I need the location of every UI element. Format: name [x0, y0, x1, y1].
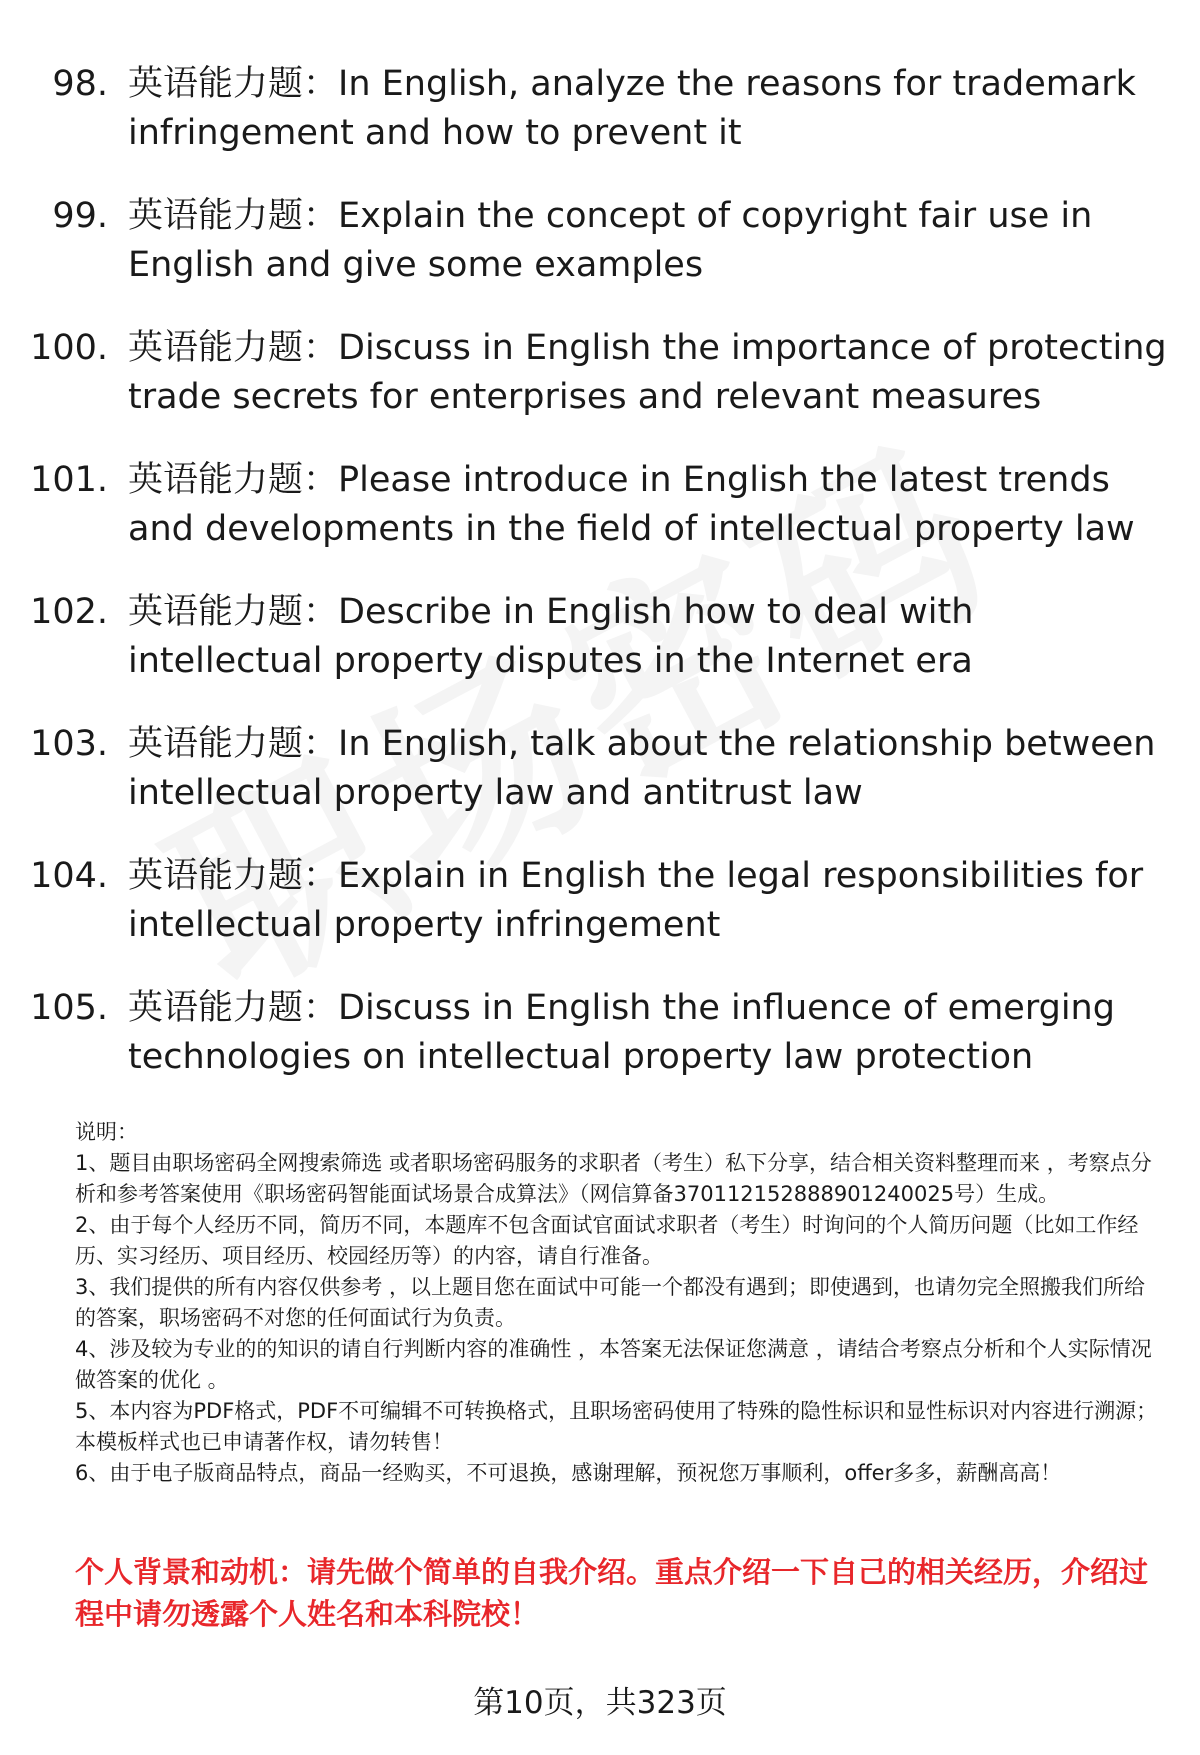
question-number: 105. [30, 988, 108, 1028]
question-prefix: 英语能力题： [128, 460, 339, 500]
question-prefix: 英语能力题： [128, 328, 339, 368]
question-item [0, 984, 1200, 1116]
question-prefix: 英语能力题： [128, 196, 339, 236]
question-prefix: 英语能力题： [128, 64, 339, 104]
question-text: Explain the concept of copyright fair use in English and give some examples [128, 196, 1093, 285]
question-item [0, 456, 1200, 588]
question-number: 100. [30, 328, 108, 368]
question-item [0, 324, 1200, 456]
question-prefix: 英语能力题： [128, 592, 339, 632]
question-item [0, 192, 1200, 324]
question-body [128, 60, 1173, 158]
question-body [128, 852, 1173, 950]
question-list [0, 60, 1200, 1116]
question-item [0, 588, 1200, 720]
question-body [128, 192, 1173, 290]
notes-title: 说明： [75, 1120, 138, 1144]
note-item: 1、题目由职场密码全网搜索筛选 或者职场密码服务的求职者（考生）私下分享，结合相关资料整理而来 ，考察点分析和参考答案使用《职场密码智能面试场景合成算法》（网信算备370112152888901240025号）生成。 [75, 1151, 1152, 1206]
note-item: 2、由于每个人经历不同，简历不同，本题库不包含面试官面试求职者（考生）时询问的个人简历问题（比如工作经历、实习经历、项目经历、校园经历等）的内容，请自行准备。 [75, 1213, 1139, 1268]
question-item [0, 720, 1200, 852]
question-text: Explain in English the legal responsibilities for intellectual property infringement [128, 856, 1144, 945]
question-body [128, 984, 1173, 1082]
question-prefix: 英语能力题： [128, 856, 339, 896]
question-number: 99. [52, 196, 108, 236]
question-body [128, 324, 1173, 422]
question-number: 101. [30, 460, 108, 500]
question-item [0, 852, 1200, 984]
question-prefix: 英语能力题： [128, 988, 339, 1028]
note-item: 5、本内容为PDF格式，PDF不可编辑不可转换格式，且职场密码使用了特殊的隐性标识和显性标识对内容进行溯源；本模板样式也已申请著作权，请勿转售！ [75, 1399, 1158, 1454]
question-number: 102. [30, 592, 108, 632]
question-text: In English, talk about the relationship between intellectual property law and antitrust law [128, 724, 1156, 813]
notes-section [75, 1117, 1160, 1489]
page-number: 第10页，共323页 [473, 1685, 727, 1721]
question-text: In English, analyze the reasons for trademark infringement and how to prevent it [128, 64, 1136, 153]
note-item: 3、我们提供的所有内容仅供参考 ，以上题目您在面试中可能一个都没有遇到；即使遇到，也请勿完全照搬我们所给的答案，职场密码不对您的任何面试行为负责。 [75, 1275, 1146, 1330]
question-text: Please introduce in English the latest trends and developments in the field of intellectual property law [128, 460, 1135, 549]
question-number: 103. [30, 724, 108, 764]
question-text: Describe in English how to deal with intellectual property disputes in the Internet era [128, 592, 974, 681]
question-text: Discuss in English the importance of protecting trade secrets for enterprises and relevant measures [128, 328, 1167, 417]
note-item: 6、由于电子版商品特点，商品一经购买，不可退换，感谢理解，预祝您万事顺利，offer多多，薪酬高高！ [75, 1461, 1062, 1485]
question-number: 98. [52, 64, 108, 104]
question-body [128, 588, 1173, 686]
question-prefix: 英语能力题： [128, 724, 339, 764]
question-number: 104. [30, 856, 108, 896]
question-text: Discuss in English the influence of emerging technologies on intellectual property law protection [128, 988, 1115, 1077]
question-body [128, 720, 1173, 818]
interview-prompt: 个人背景和动机：请先做个简单的自我介绍。重点介绍一下自己的相关经历，介绍过程中请勿透露个人姓名和本科院校！ [75, 1555, 1149, 1631]
question-item [0, 60, 1200, 192]
note-item: 4、涉及较为专业的的知识的请自行判断内容的准确性 ，本答案无法保证您满意 ，请结合考察点分析和个人实际情况做答案的优化 。 [75, 1337, 1152, 1392]
question-body [128, 456, 1173, 554]
